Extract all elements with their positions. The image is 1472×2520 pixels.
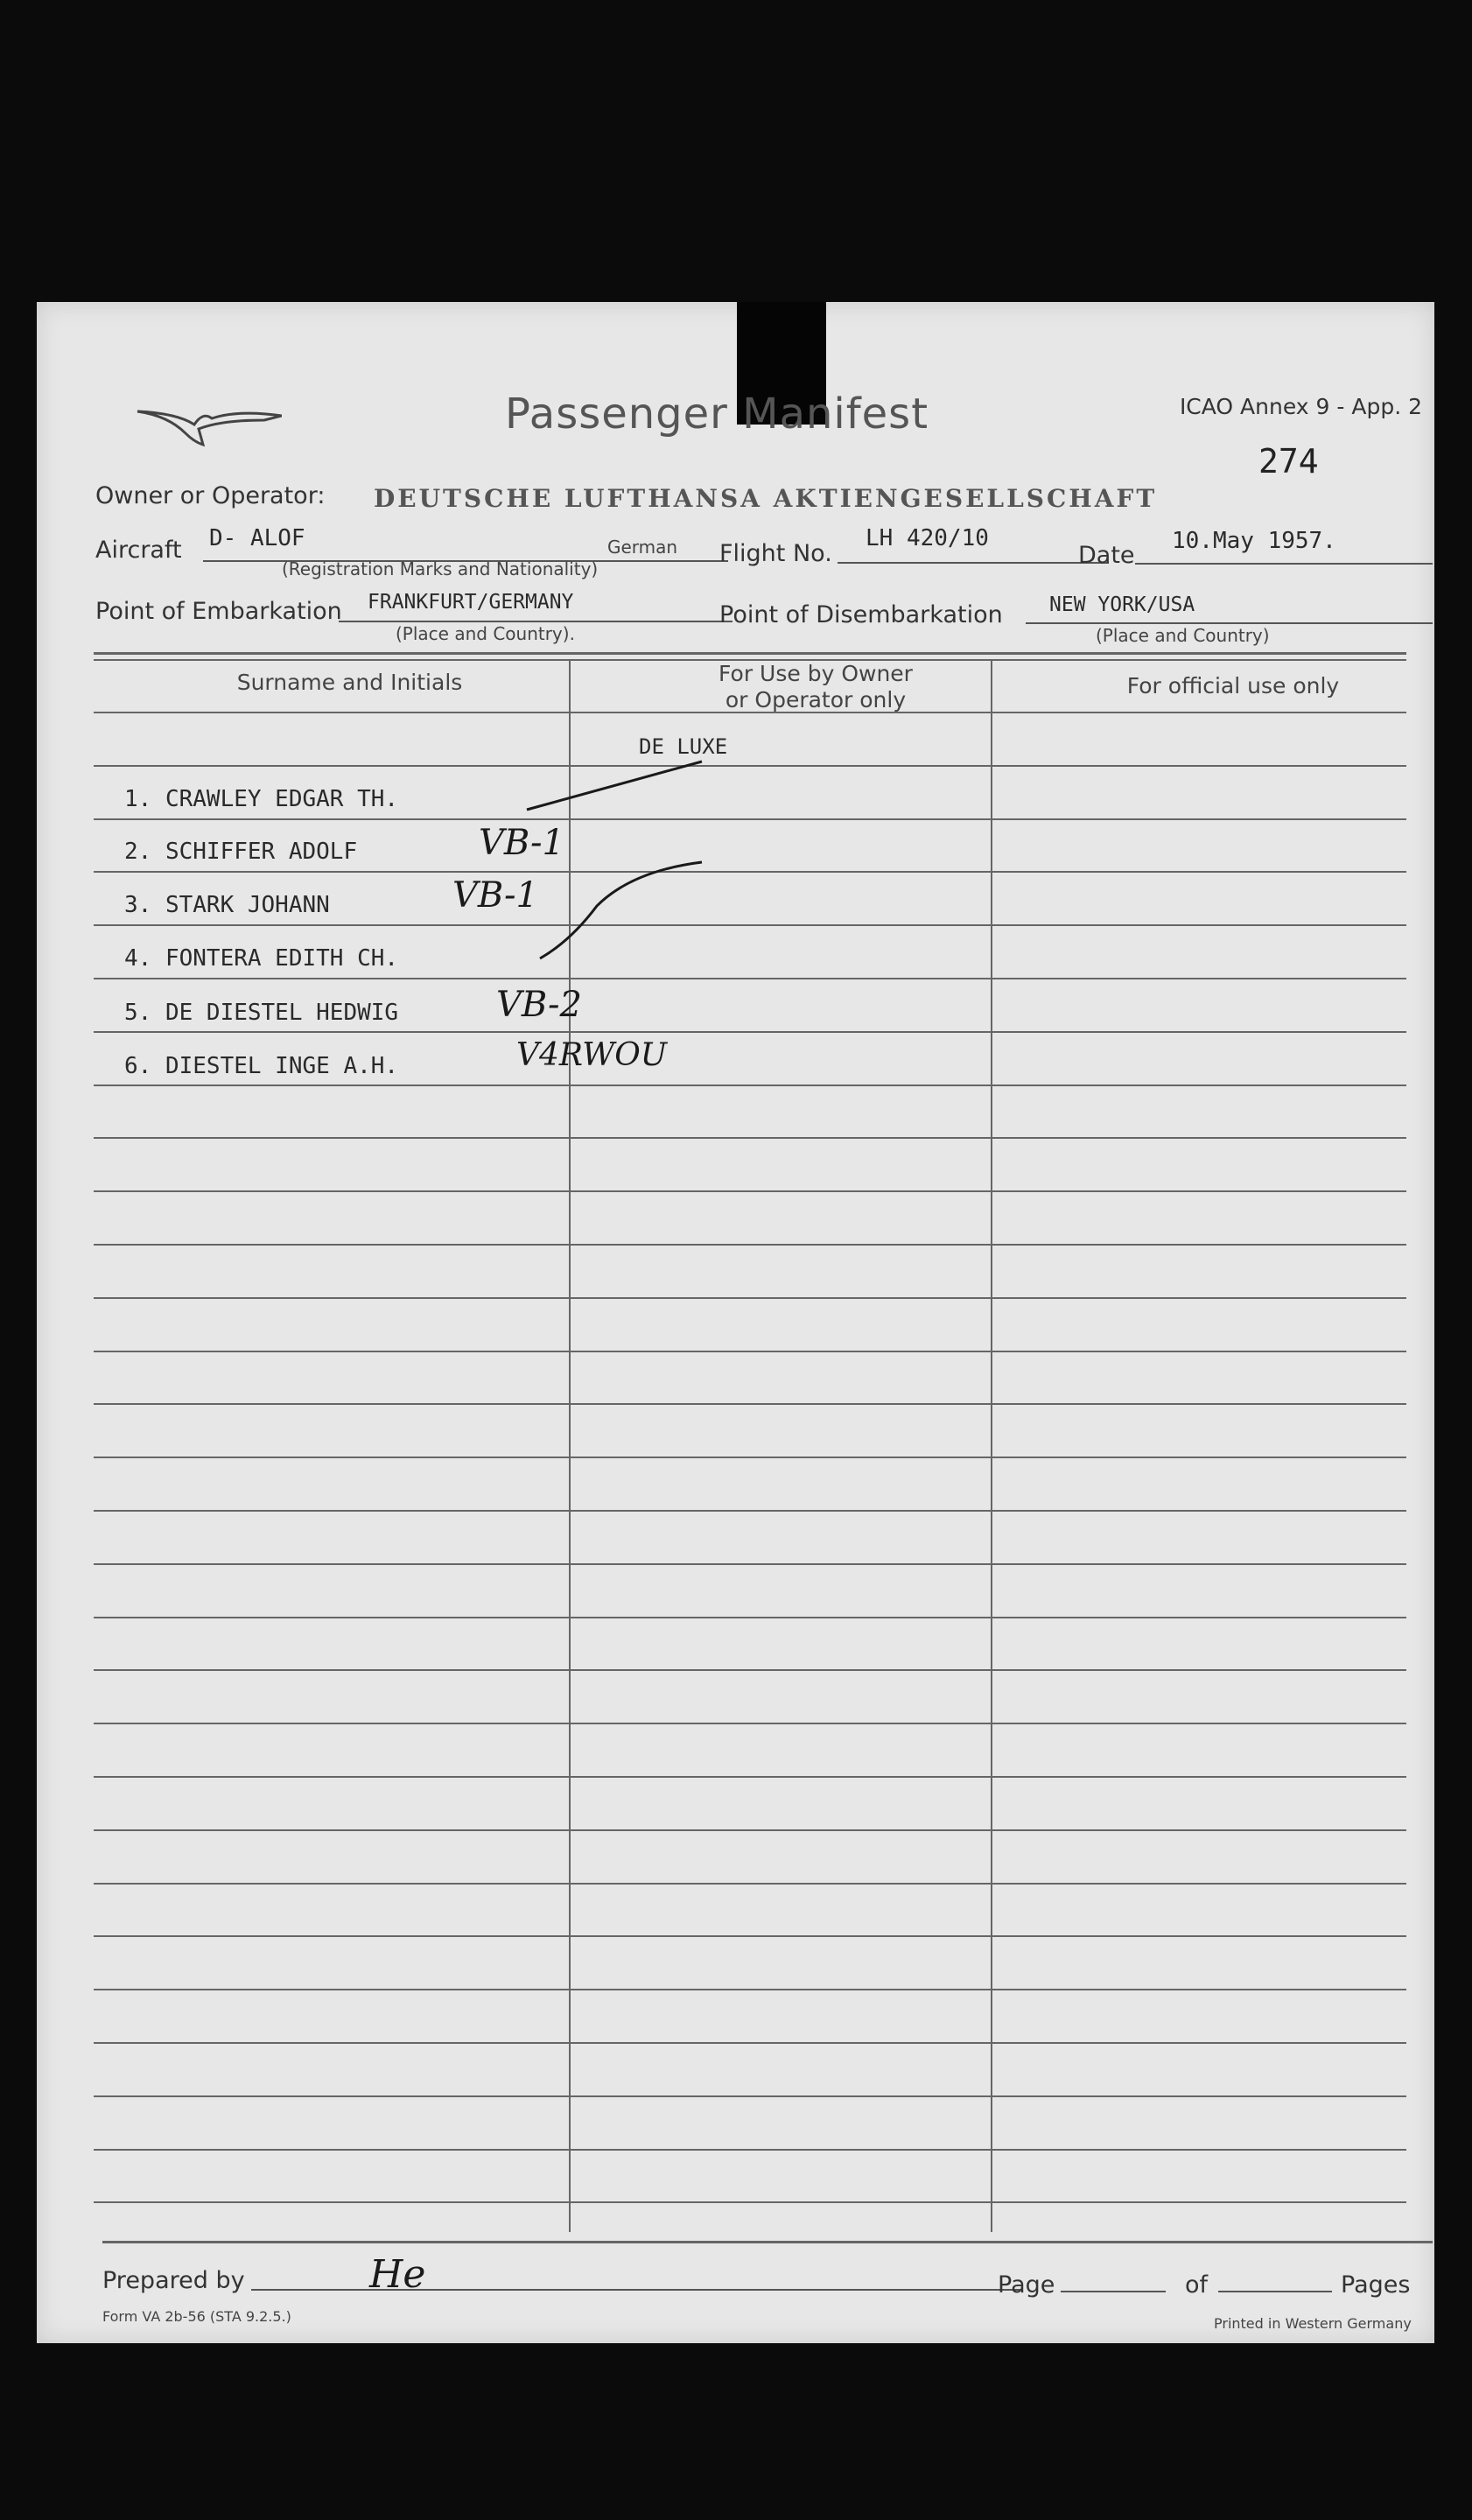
embarkation-label: Point of Embarkation <box>95 598 342 625</box>
owner-value: DEUTSCHE LUFTHANSA AKTIENGESELLSCHAFT <box>374 484 1158 513</box>
handwriting-vb2: VB-2 <box>496 985 582 1025</box>
handwriting-v4rwou: V4RWOU <box>516 1037 668 1073</box>
date-label: Date <box>1078 542 1135 569</box>
col-official-header: For official use only <box>1126 673 1340 698</box>
passenger-6: 6. DIESTEL INGE A.H. <box>124 1053 399 1079</box>
document-number: 274 <box>1258 442 1319 481</box>
handwriting-vb1-a: VB-1 <box>479 823 564 863</box>
disembarkation-label: Point of Disembarkation <box>719 601 1003 628</box>
page-label: Page <box>998 2271 1055 2299</box>
prepared-by-label: Prepared by <box>102 2267 245 2294</box>
manifest-form <box>37 302 1434 2343</box>
col-operator-header-line1: For Use by Owner <box>718 661 913 686</box>
of-underline <box>1218 2291 1332 2292</box>
handwritten-check-marks <box>37 302 1434 2343</box>
form-title: Passenger Manifest <box>505 390 929 439</box>
passenger-4: 4. FONTERA EDITH CH. <box>124 945 399 972</box>
owner-label: Owner or Operator: <box>95 482 326 509</box>
passenger-1: 1. CRAWLEY EDGAR TH. <box>124 786 399 812</box>
registration-note: (Registration Marks and Nationality) <box>282 558 599 579</box>
date-value: 10.May 1957. <box>1172 528 1336 554</box>
disembarkation-note: (Place and Country) <box>1096 625 1270 646</box>
passenger-3: 3. STARK JOHANN <box>124 892 330 918</box>
pages-label: Pages <box>1341 2271 1411 2299</box>
passenger-2: 2. SCHIFFER ADOLF <box>124 839 358 865</box>
col-operator-header-line2: or Operator only <box>725 687 907 712</box>
disembarkation-value: NEW YORK/USA <box>1049 593 1195 616</box>
aircraft-label: Aircraft <box>95 537 182 564</box>
prepared-by-underline <box>251 2289 1021 2291</box>
aircraft-value: D- ALOF <box>209 525 305 551</box>
flight-label: Flight No. <box>719 540 832 567</box>
nationality-value: German <box>607 537 678 558</box>
col-surname-header: Surname and Initials <box>236 670 463 695</box>
flight-value: LH 420/10 <box>866 525 989 551</box>
icao-reference: ICAO Annex 9 - App. 2 <box>1179 394 1422 419</box>
prepared-by-signature: He <box>369 2252 426 2297</box>
handwriting-vb1-b: VB-1 <box>452 875 538 916</box>
bottom-rule <box>102 2241 1433 2243</box>
printed-note: Printed in Western Germany <box>1214 2315 1412 2332</box>
form-code: Form VA 2b-56 (STA 9.2.5.) <box>102 2308 291 2325</box>
embarkation-note: (Place and Country). <box>396 623 575 644</box>
embarkation-value: FRANKFURT/GERMANY <box>368 591 574 614</box>
of-label: of <box>1185 2271 1209 2299</box>
class-note: DE LUXE <box>639 734 728 759</box>
passenger-5: 5. DE DIESTEL HEDWIG <box>124 1000 399 1026</box>
page-underline <box>1061 2291 1166 2292</box>
